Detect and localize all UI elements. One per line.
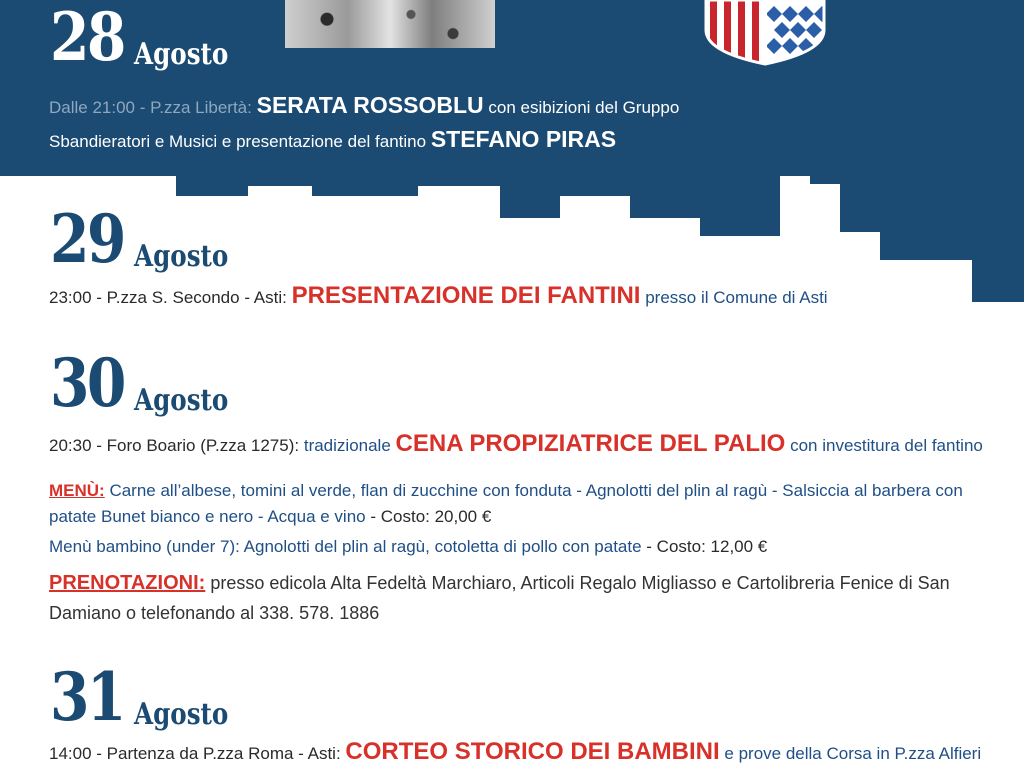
event-28-line-1 — [49, 92, 679, 119]
event-title: CORTEO STORICO DEI BAMBINI — [345, 738, 720, 765]
month-label: Agosto — [133, 383, 229, 418]
skyline-block — [630, 196, 780, 218]
kids-menu-paragraph — [49, 534, 979, 560]
day-number: 31 — [50, 658, 124, 736]
date-heading-28 — [50, 0, 249, 76]
event-title: PRESENTAZIONE DEI FANTINI — [291, 282, 641, 309]
kids-menu-text: Menù bambino (under 7): Agnolotti del plin al ragù, cotoletta di pollo con patate — [49, 537, 642, 556]
date-heading-29 — [50, 200, 249, 278]
day-number: 28 — [50, 0, 124, 76]
month-label: Agosto — [133, 37, 229, 72]
reservations-paragraph — [49, 568, 979, 628]
reservations-label: PRENOTAZIONI: — [49, 572, 206, 594]
event-time: 23:00 - P.zza S. Secondo - Asti: — [49, 288, 287, 307]
skyline-block — [176, 186, 248, 196]
event-28-line-2 — [49, 126, 616, 153]
event-time: Dalle 21:00 - P.zza Libertà: — [49, 98, 252, 117]
skyline-block — [312, 186, 418, 196]
event-description: presso il Comune di Asti — [645, 288, 828, 307]
month-label: Agosto — [133, 239, 229, 274]
event-title: CENA PROPIZIATRICE DEL PALIO — [395, 430, 786, 457]
day-number: 29 — [50, 200, 124, 278]
event-31-line — [49, 738, 981, 766]
event-description: con investitura del fantino — [790, 436, 983, 455]
event-description: Sbandieratori e Musici e presentazione del fantino — [49, 132, 427, 151]
skyline-block — [972, 260, 1024, 302]
kids-menu-cost: - Costo: 12,00 € — [646, 537, 768, 556]
menu-paragraph — [49, 478, 979, 530]
date-heading-30 — [50, 344, 249, 422]
event-description: con esibizioni del Gruppo — [488, 98, 680, 117]
jockey-name: STEFANO PIRAS — [430, 126, 617, 152]
event-time: 20:30 - Foro Boario (P.zza 1275): — [49, 436, 300, 455]
menu-cost: - Costo: 20,00 € — [370, 507, 492, 526]
header-photo — [285, 0, 495, 48]
event-description: e prove della Corsa in P.zza Alfieri — [724, 744, 982, 763]
skyline-block — [840, 184, 1024, 232]
month-label: Agosto — [133, 697, 229, 732]
skyline-block — [176, 176, 780, 186]
skyline-block — [500, 196, 560, 218]
date-heading-31 — [50, 658, 249, 736]
skyline-block — [500, 186, 780, 196]
skyline-block — [880, 232, 1024, 260]
event-time: 14:00 - Partenza da P.zza Roma - Asti: — [49, 744, 341, 763]
menu-label: MENÙ: — [49, 481, 105, 500]
reservations-text: presso edicola Alta Fedeltà Marchiaro, Articoli Regalo Migliasso e Cartolibreria Fenice di San Damiano o telefonando al 338. 578. 1886 — [49, 573, 950, 623]
event-30-line — [49, 430, 983, 458]
menu-text: Carne all’albese, tomini al verde, flan di zucchine con fonduta - Agnolotti del plin al ragù - Salsiccia al barbera con patate Bunet bianco e nero - Acqua e vino — [49, 481, 963, 526]
skyline-block — [700, 218, 780, 236]
skyline-block — [810, 176, 1024, 184]
day-number: 30 — [50, 344, 124, 422]
event-pre: tradizionale — [303, 436, 391, 455]
event-29-line — [49, 282, 828, 310]
event-title: SERATA ROSSOBLU — [256, 92, 484, 118]
crest-icon — [702, 0, 828, 66]
